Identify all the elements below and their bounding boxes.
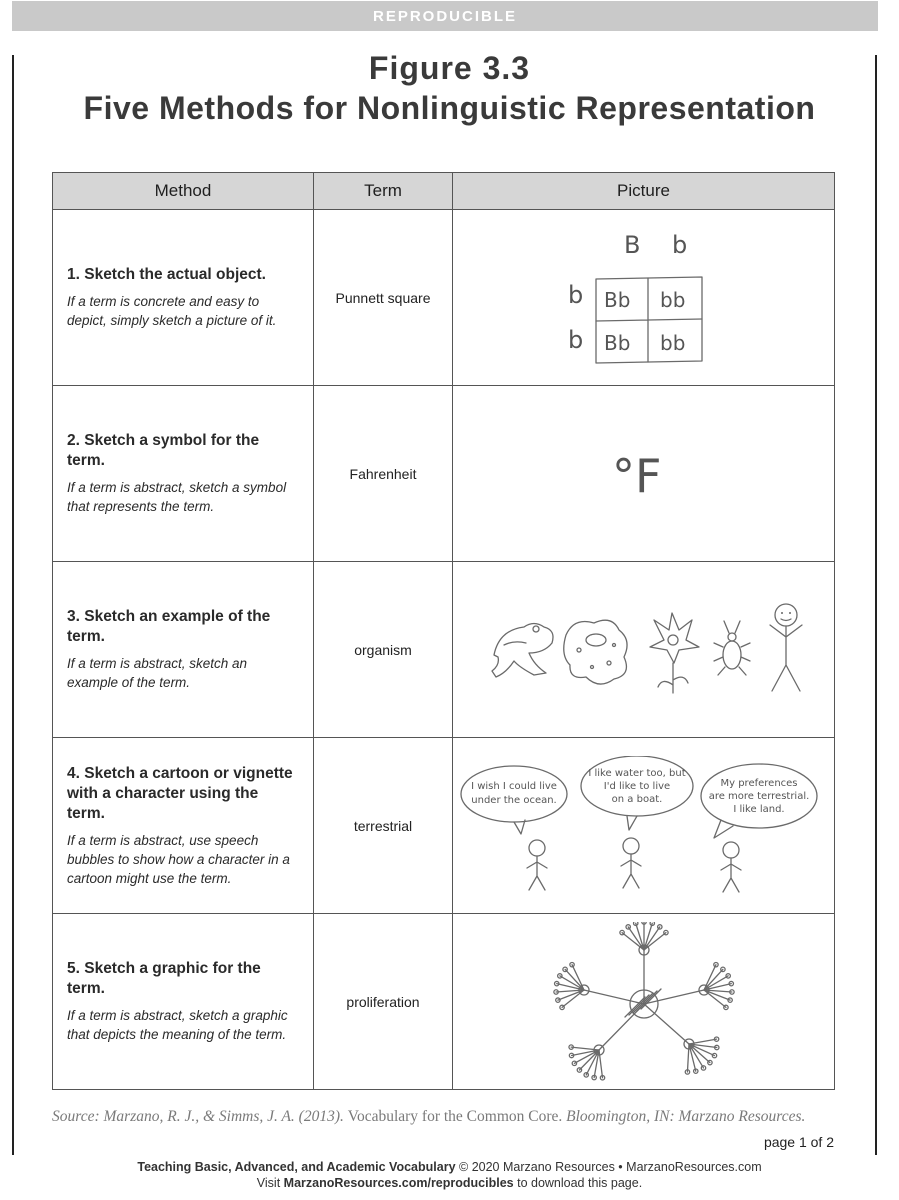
allele-label: b <box>567 325 583 354</box>
frog-icon <box>492 623 553 677</box>
method-description: If a term is concrete and easy to depict, simply sketch a picture of it. <box>67 294 277 328</box>
footer-download: Visit MarzanoResources.com/reproducibles to download this page. <box>256 1176 643 1190</box>
degree-fahrenheit-symbol: °F <box>611 448 661 503</box>
speech-bubble <box>461 766 567 834</box>
stick-figure-icon <box>721 842 741 892</box>
reproducibles-link[interactable]: MarzanoResources.com/reproducibles <box>283 1176 514 1190</box>
table-row <box>53 914 835 1090</box>
picture-cell <box>453 210 835 386</box>
method-cell <box>53 914 314 1090</box>
method-cell <box>53 562 314 738</box>
table-row <box>53 210 835 386</box>
term-cell: Punnett square <box>314 210 453 386</box>
method-cell <box>53 738 314 914</box>
footer-copyright: Teaching Basic, Advanced, and Academic Vocabulary © 2020 Marzano Resources • MarzanoResources.com <box>137 1160 762 1174</box>
method-description: If a term is abstract, sketch an example of the term. <box>67 656 248 690</box>
svg-text:under the ocean.: under the ocean. <box>470 794 557 806</box>
term-cell: terrestrial <box>314 738 453 914</box>
fahrenheit-symbol-sketch <box>584 434 704 514</box>
stick-figure-icon <box>527 840 547 890</box>
svg-text:I'd like to live: I'd like to live <box>603 780 670 792</box>
left-margin-rule <box>12 55 14 1155</box>
genotype-cell: Bb <box>603 330 630 355</box>
allele-label: b <box>567 280 583 309</box>
speech-bubble <box>581 756 693 830</box>
genotype-cell: Bb <box>603 287 630 312</box>
header-picture: Picture <box>453 173 835 210</box>
method-description: If a term is abstract, sketch a graphic that depicts the meaning of the term. <box>67 1008 288 1042</box>
svg-text:on a boat.: on a boat. <box>611 793 662 805</box>
allele-label: B <box>623 230 640 259</box>
page-number: page 1 of 2 <box>763 1134 834 1150</box>
reproducible-banner: REPRODUCIBLE <box>12 1 878 31</box>
branching-diagram <box>553 922 733 1080</box>
stick-figure-icon <box>621 838 641 888</box>
svg-text:I like land.: I like land. <box>732 803 785 815</box>
method-title: 1. Sketch the actual object. <box>67 266 266 283</box>
genotype-cell: bb <box>659 330 685 355</box>
punnett-square-sketch <box>544 223 744 373</box>
svg-text:My preferences: My preferences <box>719 777 798 789</box>
table-row <box>53 562 835 738</box>
picture-cell <box>453 562 835 738</box>
methods-table <box>52 172 835 1090</box>
table-row <box>53 738 835 914</box>
picture-cell <box>453 738 835 914</box>
method-title: 2. Sketch a symbol for the term. <box>67 432 260 469</box>
header-term: Term <box>314 173 453 210</box>
picture-cell <box>453 386 835 562</box>
header-method: Method <box>53 173 314 210</box>
amoeba-icon <box>563 620 626 684</box>
right-margin-rule <box>875 55 877 1155</box>
beetle-icon <box>714 621 750 675</box>
method-title: 4. Sketch a cartoon or vignette with a character using the term. <box>67 764 293 822</box>
speech-bubble <box>701 764 817 838</box>
table-row <box>53 386 835 562</box>
figure-title: Five Methods for Nonlinguistic Representation <box>83 90 816 126</box>
svg-text:I wish I could live: I wish I could live <box>470 780 557 792</box>
term-cell: Fahrenheit <box>314 386 453 562</box>
table-header-row <box>53 173 835 210</box>
proliferation-graphic-sketch <box>544 922 744 1082</box>
method-title: 3. Sketch an example of the term. <box>67 608 271 645</box>
svg-text:are more terrestrial.: are more terrestrial. <box>708 790 809 802</box>
method-description: If a term is abstract, sketch a symbol that represents the term. <box>67 480 287 514</box>
svg-text:I like water too, but: I like water too, but <box>587 767 686 779</box>
term-cell: proliferation <box>314 914 453 1090</box>
genotype-cell: bb <box>659 287 685 312</box>
figure-number: Figure 3.3 <box>368 50 531 86</box>
cartoon-vignette-sketch <box>459 756 829 896</box>
stick-figure-icon <box>770 604 802 691</box>
term-cell: organism <box>314 562 453 738</box>
method-cell <box>53 386 314 562</box>
method-title: 5. Sketch a graphic for the term. <box>67 960 261 997</box>
organism-examples-sketch <box>474 595 814 705</box>
source-citation: Source: Marzano, R. J., & Simms, J. A. (2013). Vocabulary for the Common Core. Bloomington, IN: Marzano Resources. <box>52 1108 806 1125</box>
allele-label: b <box>671 230 687 259</box>
picture-cell <box>453 914 835 1090</box>
method-cell <box>53 210 314 386</box>
flower-icon <box>650 613 699 693</box>
method-description: If a term is abstract, use speech bubbles to show how a character in a cartoon might use the term. <box>67 832 290 886</box>
